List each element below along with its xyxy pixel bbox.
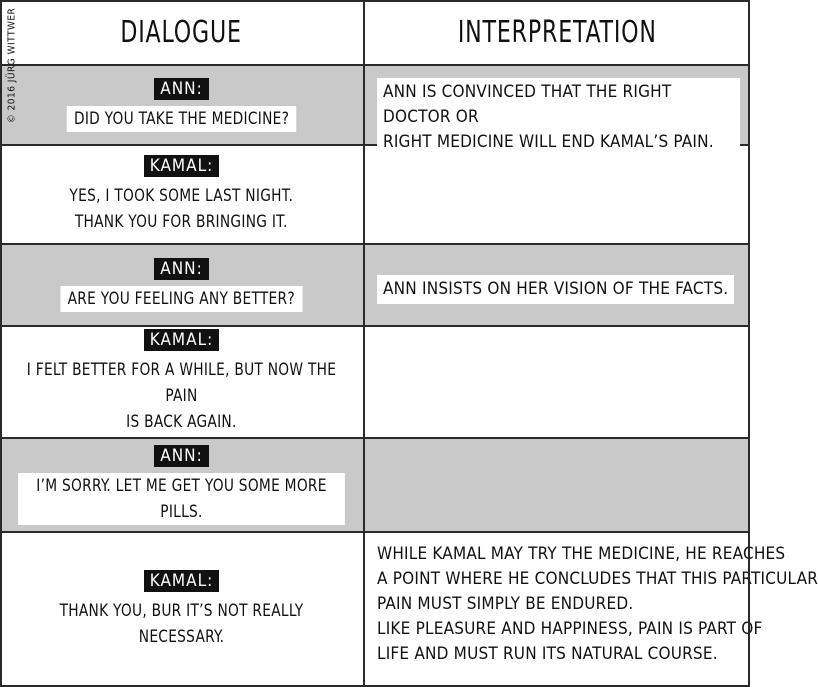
- copyright-text: © 2016 JÜRG WITTWER: [6, 7, 18, 123]
- interpretation-line: RIGHT MEDICINE WILL END KAMAL’S PAIN.: [383, 132, 714, 152]
- interpretation-cell: [363, 327, 750, 437]
- speaker-label: KAMAL:: [144, 329, 220, 351]
- header-dialogue-cell: [0, 0, 363, 64]
- interpretation-line: ANN IS CONVINCED THAT THE RIGHT DOCTOR OR: [383, 82, 672, 127]
- dialogue-line: THANK YOU FOR BRINGING IT.: [75, 211, 288, 232]
- dialogue-cell: [0, 245, 363, 325]
- interpretation-cell: [363, 146, 750, 243]
- header-interpretation: INTERPRETATION: [458, 14, 657, 50]
- interpretation-text: [377, 542, 818, 667]
- speaker-label: KAMAL:: [144, 570, 220, 592]
- interpretation-line: WHILE KAMAL MAY TRY THE MEDICINE, HE REACHES: [377, 544, 786, 564]
- dialogue-row-3: [0, 245, 750, 327]
- interpretation-text: [377, 275, 740, 304]
- dialogue-cell: [0, 66, 363, 144]
- header-row: [0, 0, 750, 66]
- interpretation-cell: [363, 66, 750, 152]
- speaker-label: ANN:: [154, 78, 209, 100]
- interpretation-line: ANN INSISTS ON HER VISION OF THE FACTS.: [383, 279, 729, 299]
- dialogue-cell: [0, 533, 363, 687]
- speaker-label: ANN:: [154, 445, 209, 467]
- dialogue-line: DID YOU TAKE THE MEDICINE?: [67, 106, 297, 132]
- speaker-label: KAMAL:: [144, 155, 220, 177]
- dialogue-cell: [0, 146, 363, 243]
- interpretation-line: LIKE PLEASURE AND HAPPINESS, PAIN IS PART OF: [377, 619, 763, 639]
- interpretation-line: LIFE AND MUST RUN ITS NATURAL COURSE.: [377, 644, 718, 664]
- dialogue-row-5: [0, 439, 750, 533]
- interpretation-line: PAIN MUST SIMPLY BE ENDURED.: [377, 594, 634, 614]
- interpretation-cell: [363, 439, 750, 531]
- dialogue-cell: [0, 439, 363, 531]
- header-dialogue: DIALOGUE: [120, 14, 243, 50]
- dialogue-row-2: [0, 146, 750, 245]
- interpretation-cell: [363, 245, 750, 325]
- dialogue-line: THANK YOU, BUR IT’S NOT REALLY NECESSARY.: [59, 601, 304, 647]
- copyright-notice: [4, 6, 20, 124]
- header-interpretation-cell: [363, 0, 750, 64]
- speaker-label: ANN:: [154, 258, 209, 280]
- dialogue-line: I’M SORRY. LET ME GET YOU SOME MORE PILLS.: [18, 473, 345, 525]
- dialogue-line: IS BACK AGAIN.: [126, 412, 237, 432]
- dialogue-line: ARE YOU FEELING ANY BETTER?: [61, 286, 303, 312]
- interpretation-line: A POINT WHERE HE CONCLUDES THAT THIS PARTICULAR: [377, 569, 818, 589]
- dialogue-row-4: [0, 327, 750, 439]
- interpretation-cell: [363, 533, 818, 687]
- dialogue-cell: [0, 327, 363, 437]
- dialogue-line: I FELT BETTER FOR A WHILE, BUT NOW THE PAIN: [26, 360, 337, 406]
- dialogue-line: YES, I TOOK SOME LAST NIGHT.: [69, 185, 294, 206]
- dialogue-row-1: [0, 66, 750, 152]
- dialogue-row-6: [0, 533, 818, 687]
